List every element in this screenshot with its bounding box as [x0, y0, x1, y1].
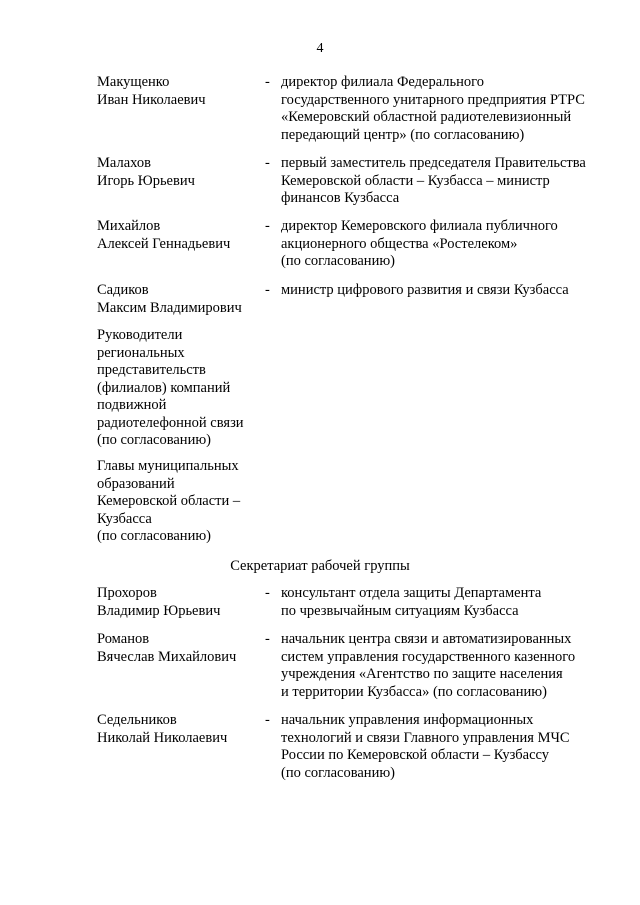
member-name: Малахов Игорь Юрьевич — [97, 155, 195, 189]
member-name: Седельников Николай Николаевич — [97, 712, 228, 746]
group-entry-municipal-heads: Главы муниципальных образований Кемеровской области – Кузбасса (по согласованию) — [97, 458, 241, 544]
member-role: начальник центра связи и автоматизированных систем управления государственного казенного учреждения «Агентство по защите населения и территории Кузбасса» (по согласованию) — [281, 631, 576, 700]
member-role: начальник управления информационных технологий и связи Главного управления МЧС России по Кемеровской области – Кузбассу (по согласованию) — [281, 712, 570, 781]
member-dash: - — [265, 155, 270, 171]
member-dash: - — [265, 74, 270, 90]
member-dash: - — [265, 218, 270, 234]
member-role: директор Кемеровского филиала публичного акционерного общества «Ростелеком» (по согласованию) — [281, 218, 558, 269]
member-dash: - — [265, 631, 270, 647]
member-dash: - — [265, 585, 270, 601]
member-name: Михайлов Алексей Геннадьевич — [97, 218, 231, 252]
member-dash: - — [265, 712, 270, 728]
member-name: Прохоров Владимир Юрьевич — [97, 585, 221, 619]
page-number: 4 — [316, 41, 324, 56]
member-dash: - — [265, 282, 270, 298]
member-role: министр цифрового развития и связи Кузбасса — [281, 282, 569, 298]
member-name: Романов Вячеслав Михайлович — [97, 631, 237, 665]
member-name: Макущенко Иван Николаевич — [97, 74, 206, 108]
member-role: директор филиала Федерального государственного унитарного предприятия РТРС «Кемеровский областной радиотелевизионный передающий центр» (по согласованию) — [281, 74, 585, 143]
secretariat-heading: Секретариат рабочей группы — [230, 558, 410, 574]
member-role: первый заместитель председателя Правительства Кемеровской области – Кузбасса – министр финансов Кузбасса — [281, 155, 586, 206]
member-role: консультант отдела защиты Департамента по чрезвычайным ситуациям Кузбасса — [281, 585, 542, 619]
group-entry-mobile-operators: Руководители региональных представительств (филиалов) компаний подвижной радиотелефонной связи (по согласованию) — [97, 327, 244, 448]
member-name: Садиков Максим Владимирович — [97, 282, 242, 316]
